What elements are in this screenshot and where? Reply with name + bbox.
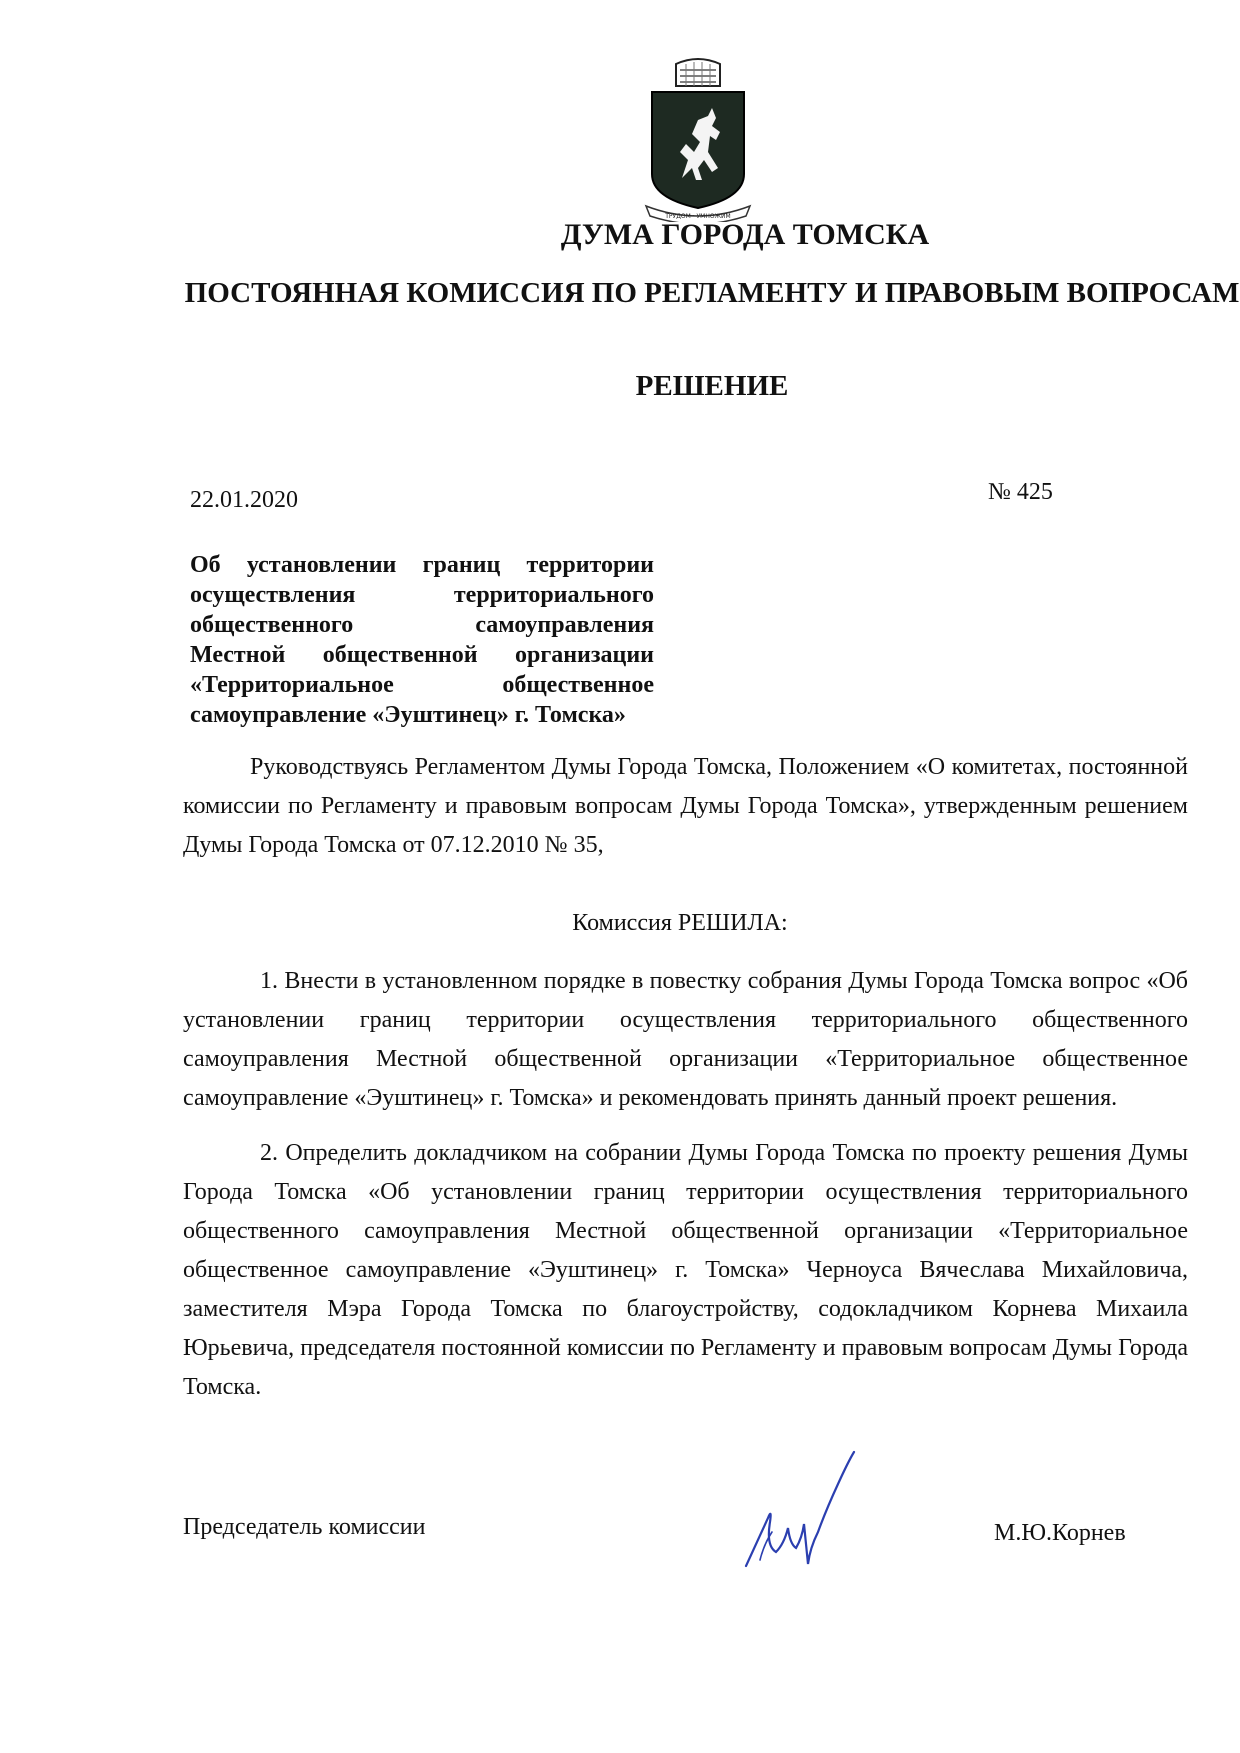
document-date: 22.01.2020 — [190, 487, 298, 513]
resolved-heading: Комиссия РЕШИЛА: — [572, 910, 788, 936]
commission-name: ПОСТОЯННАЯ КОМИССИЯ ПО РЕГЛАМЕНТУ И ПРАВОВЫМ ВОПРОСАМ — [184, 277, 1240, 309]
emblem-motto: ТРУДОМ · УМНОЖИМ — [665, 213, 731, 220]
subject-line: самоуправление «Эуштинец» г. Томска» — [190, 702, 626, 728]
signatory-title: Председатель комиссии — [183, 1514, 426, 1540]
document-subject — [190, 550, 654, 730]
subject-line: осуществления территориального — [190, 582, 654, 608]
decision-item-1: 1. Внести в установленном порядке в повестку собрания Думы Города Томска вопрос «Об установлении границ территории осуществления территориального общественного самоуправления Местной общественной организации «Территориальное общественное самоуправление «Эуштинец» г. Томска» и рекомендовать принять данный проект решения. — [183, 968, 1188, 1111]
basis-paragraph: Руководствуясь Регламентом Думы Города Томска, Положением «О комитетах, постоянной комиссии по Регламенту и правовым вопросам Думы Города Томска», утвержденным решением Думы Города Томска от 07.12.2010 № 35, — [183, 754, 1188, 858]
subject-line: общественного самоуправления — [190, 612, 654, 638]
subject-line: «Территориальное общественное — [190, 672, 654, 698]
subject-line: Местной общественной организации — [190, 642, 654, 668]
signatory-name: М.Ю.Корнев — [994, 1520, 1126, 1546]
subject-line: Об установлении границ территории — [190, 552, 654, 578]
crown-icon — [676, 59, 720, 86]
document-number: № 425 — [988, 479, 1053, 505]
handwritten-signature-icon — [738, 1448, 858, 1578]
org-name: ДУМА ГОРОДА ТОМСКА — [560, 218, 930, 251]
document-type: РЕШЕНИЕ — [635, 370, 789, 402]
decision-item-2: 2. Определить докладчиком на собрании Думы Города Томска по проекту решения Думы Города Томска «Об установлении границ территории осуществления территориального общественного самоуправления Местной общественной организации «Территориальное общественное самоуправление «Эуштинец» г. Томска» Черноуса Вячеслава Михайловича, заместителя Мэра Города Томска по благоустройству, содокладчиком Корнева Михаила Юрьевича, председателя постоянной комиссии по Регламенту и правовым вопросам Думы Города Томска. — [183, 1140, 1188, 1400]
city-emblem-icon — [642, 56, 754, 222]
